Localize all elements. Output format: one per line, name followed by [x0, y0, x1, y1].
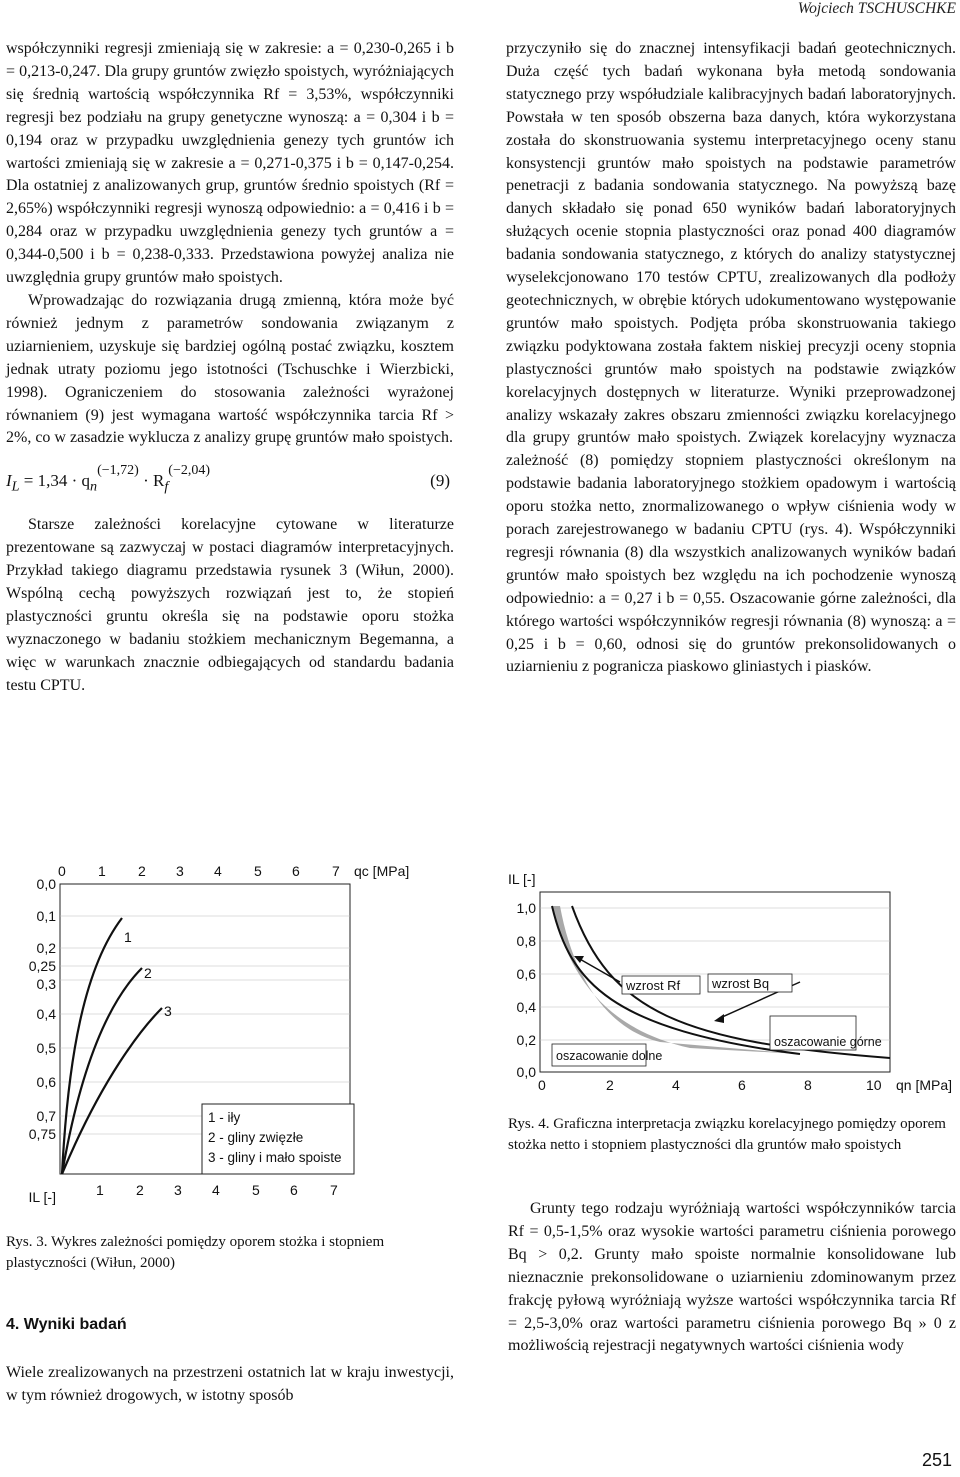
fig4-x-tick: 10 [866, 1077, 882, 1093]
left-bottom-column [6, 1362, 454, 1408]
figure-3 [22, 858, 442, 1223]
fig4-y-tick: 0,8 [516, 933, 536, 949]
eq-lhs: I [6, 471, 12, 491]
eq-number: (9) [430, 471, 450, 491]
fig3-top-tick: 4 [214, 863, 222, 879]
fig4-y-tick: 0,0 [516, 1064, 536, 1080]
fig3-top-tick: 1 [98, 863, 106, 879]
eq-mid: = 1,34 · q [23, 471, 91, 491]
fig3-legend-item: 2 - gliny zwięzłe [208, 1130, 304, 1145]
fig4-x-tick: 6 [738, 1077, 746, 1093]
fig3-y-tick: 0,2 [36, 940, 56, 956]
fig3-bottom-tick: 5 [252, 1182, 260, 1198]
figure-4-caption: Rys. 4. Graficzna interpretacja związku korelacyjnego pomiędzy oporem stożka netto i stopniem plastyczności dla gruntów mało spoistych [508, 1116, 946, 1153]
fig3-curve-2 [62, 968, 142, 1174]
fig4-label-lower: oszacowanie dolne [556, 1049, 663, 1063]
fig4-y-tick: 0,6 [516, 966, 536, 982]
eq-q-sub: n [90, 478, 98, 495]
fig3-legend-item: 1 - iły [208, 1110, 241, 1125]
eq-r-sub: f [164, 478, 169, 495]
fig3-bottom-tick: 7 [330, 1182, 338, 1198]
eq-r: · R [143, 471, 165, 491]
fig3-curve-label: 3 [164, 1003, 172, 1019]
fig3-y-tick: 0,6 [36, 1074, 56, 1090]
fig3-bottom-tick: 4 [212, 1182, 220, 1198]
fig4-label-rf: wzrost Rf [626, 978, 681, 993]
fig4-y-axis-label: IL [-] [508, 871, 536, 887]
fig4-x-tick: 2 [606, 1077, 614, 1093]
fig4-y-tick: 1,0 [516, 900, 536, 916]
left-paragraph-3: Starsze zależności korelacyjne cytowane w literaturze prezentowane są zazwyczaj w postaci diagramów interpretacyjnych. Przykład takiego diagramu przedstawia rysunek 3 (Wiłun, 2000). Wspólną cechą powyższych rozwiązań jest to, że stopień plastyczności gruntu określa się na podstawie oporu stożka wyznaczonego w badaniu stożkiem mechanicznym Begemanna, a więc w warunkach znacznie odbiegających od standardu badania testu CPTU. [6, 516, 454, 694]
fig3-top-tick: 5 [254, 863, 262, 879]
figure-4 [500, 862, 958, 1107]
fig4-label-bq: wzrost Bq [712, 976, 770, 991]
fig4-x-tick: 4 [672, 1077, 680, 1093]
fig3-curve-1 [62, 918, 122, 1174]
fig3-curve-label: 1 [124, 929, 132, 945]
fig3-bottom-tick: 2 [136, 1182, 144, 1198]
fig3-bottom-tick: 1 [96, 1182, 104, 1198]
right-bottom-column [508, 1198, 956, 1358]
fig3-bottom-tick: 3 [174, 1182, 182, 1198]
eq-lhs-sub: L [11, 478, 20, 495]
fig3-y-tick: 0,25 [28, 958, 56, 974]
fig4-x-tick: 8 [804, 1077, 812, 1093]
fig4-label-upper: oszacowanie górne [774, 1035, 882, 1049]
fig3-top-tick: 2 [138, 863, 146, 879]
fig3-y-tick: 0,4 [36, 1006, 56, 1022]
section-heading: 4. Wyniki badań [6, 1316, 127, 1333]
figure-3-chart [22, 858, 442, 1218]
fig3-y-tick: 0,7 [36, 1108, 56, 1124]
fig3-top-axis-label: qc [MPa] [354, 863, 410, 879]
fig3-top-tick: 0 [58, 863, 66, 879]
fig4-arrow-bq-head [714, 1014, 724, 1023]
fig3-top-tick: 6 [292, 863, 300, 879]
fig4-y-tick: 0,2 [516, 1032, 536, 1048]
fig3-y-tick: 0,0 [36, 876, 56, 892]
fig4-x-tick: 0 [538, 1077, 546, 1093]
fig3-top-tick: 7 [332, 863, 340, 879]
right-paragraph-1: przyczyniło się do znacznej intensyfikacji badań geotechnicznych. Duża część tych badań wykonana była metodą sondowania statycznego przy współudziale kalibracyjnych badań laboratoryjnych. Powstała w ten sposób obszerna baza danych, która wykorzystana została do skonstruowania systemu interpretacyjnego oceny stanu konsystencji gruntów mało spoistych na podstawie parametrów penetracji z badania sondowania statycznego. Na powyższą bazę danych składało się ponad 650 wyników badań laboratoryjnych służących ocenie stopnia plastyczności oraz ponad 400 diagramów badania sondowania statycznego, z których do analizy statystycznej wyselekcjonowano 170 testów CPTU, zrealizowanych dla podłoży geotechnicznych, w obrębie których udokumentowano występowanie gruntów mało spoistych. Podjęta próba skonstruowania takiego związku podyktowana została faktem niskiej precyzji oceny stopnia plastyczności gruntów mało spoistych na podstawie związków korelacyjnych dostępnych w literaturze. Wyniki przeprowadzonej analizy wskazały zakres obszaru zmienności związku korelacyjnego dla grupy gruntów mało spoistych. Związek korelacyjny wyznacza zależność (8) pomiędzy stopniem plastyczności określonym na podstawie badania laboratoryjnego stożkiem opadowym i wartością oporu stożka netto, znormalizowanego o wpływ ciśnienia wody w porach zarejestrowanego w badaniu CPTU (rys. 4). Współczynniki regresji równania (8) dla wszystkich analizowanych wyników badań gruntów mało spoistych bez względu na ich pochodzenie wynoszą odpowiednio: a = 0,27 i b = 0,55. Oszacowanie górne zależności, dla którego wartości współczynników regresji równania (8) wynoszą: a = 0,25 i b = 0,60, odnosi się do gruntów prekonsolidowanych o uziarnieniu z pogranicza piaskowo gliniastych i piasków. [506, 40, 956, 676]
right-paragraph-2: Grunty tego rodzaju wyróżniają wartości współczynników tarcia Rf = 0,5-1,5% oraz wysokie wartości parametru ciśnienia porowego Bq > 0,2. Grunty mało spoiste normalnie konsolidowane lub nieznacznie prekonsolidowane o uziarnieniu zdominowanym przez frakcję pyłową wyróżniają wyższe wartości współczynnika tarcia Rf = 2,5-3,0% oraz wartości parametru ciśnienia porowego Bq » 0 z możliwością rejestracji negatywnych wartości ciśnienia wody [508, 1200, 956, 1355]
equation-9 [6, 456, 454, 504]
fig3-y-tick: 0,1 [36, 908, 56, 924]
left-column [6, 38, 454, 698]
fig3-y-tick: 0,3 [36, 976, 56, 992]
left-paragraph-1: współczynniki regresji zmieniają się w zakresie: a = 0,230-0,265 i b = 0,213-0,247. Dla grupy gruntów zwięzło spoistych, wyróżniających się średnią wartością współczynnika Rf = 3,53%, współczynniki regresji bez podziału na grupy genetyczne wynoszą: a = 0,304 i b = 0,194 oraz w przypadku uwzględnienia genezy tych gruntów ich wartości zmieniają się w zakresie a = 0,271-0,375 i b = 0,147-0,254. Dla ostatniej z analizowanych grup, gruntów średnio spoistych (Rf = 2,65%) współczynniki regresji wynoszą odpowiednio: a = 0,416 i b = 0,284 oraz w przypadku uwzględnienia genezy tych gruntów a = 0,344-0,500 i b = 0,238-0,333. Przedstawiona powyżej analiza nie uwzględnia grupy gruntów mało spoistych. [6, 40, 454, 287]
fig3-legend-item: 3 - gliny i mało spoiste [208, 1150, 342, 1165]
fig4-x-axis-label: qn [MPa] [896, 1077, 953, 1093]
fig4-y-tick: 0,4 [516, 999, 536, 1015]
fig3-y-tick: 0,75 [28, 1126, 56, 1142]
page-number: 251 [921, 1450, 952, 1470]
eq-q-exp: (−1,72) [97, 463, 139, 479]
running-header: Wojciech TSCHUSCHKE [797, 0, 956, 17]
right-column [506, 38, 956, 679]
left-bottom-paragraph: Wiele zrealizowanych na przestrzeni ostatnich lat w kraju inwestycji, w tym również drogowych, w istotny sposób [6, 1364, 454, 1404]
fig3-y-tick: 0,5 [36, 1040, 56, 1056]
figure-4-chart [500, 862, 958, 1102]
figure-3-caption: Rys. 3. Wykres zależności pomiędzy oporem stożka i stopniem plastyczności (Wiłun, 2000) [6, 1234, 385, 1271]
fig3-curve-label: 2 [144, 965, 152, 981]
left-paragraph-2: Wprowadzając do rozwiązania drugą zmienną, która może być również jednym z parametrów sondowania związanym z uziarnieniem, uzyskuje się bardziej ogólną postać związku, kosztem jednak utraty poziomu jego istotności (Tschuschke i Wierzbicki, 1998). Ograniczeniem do stosowania zależności wyrażonej równaniem (9) jest wymagana wartość współczynnika tarcia Rf > 2%, co w zasadzie wyklucza z analizy grupę gruntów mało spoistych. [6, 291, 454, 447]
fig3-top-tick: 3 [176, 863, 184, 879]
eq-r-exp: (−2,04) [168, 463, 211, 479]
fig3-bottom-tick: 6 [290, 1182, 298, 1198]
fig3-y-axis-label: IL [-] [28, 1189, 56, 1205]
